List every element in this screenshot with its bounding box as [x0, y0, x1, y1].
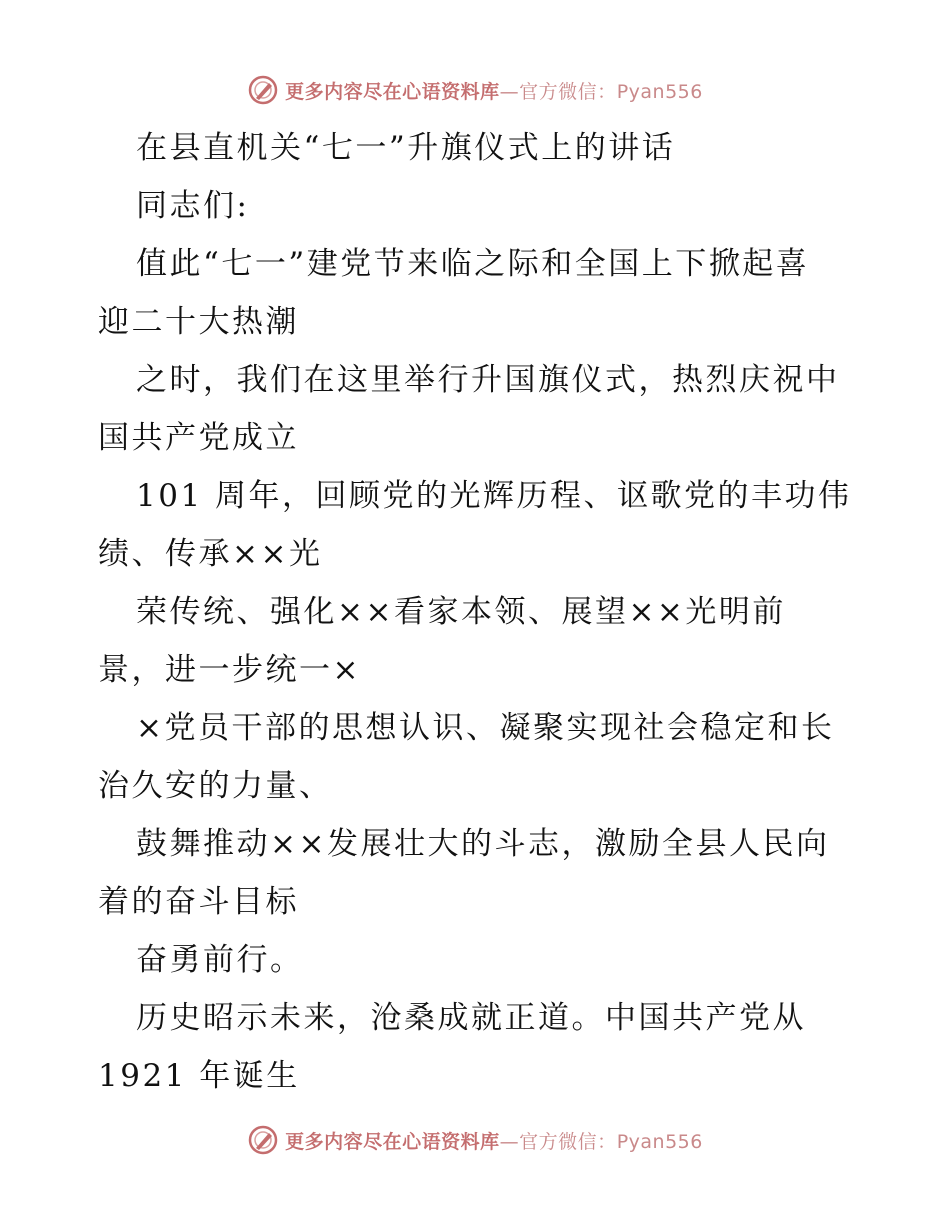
document-title: 在县直机关“七一”升旗仪式上的讲话	[136, 130, 676, 166]
watermark-text	[285, 1127, 703, 1154]
watermark-wechat-id: Pyan556	[616, 1130, 703, 1153]
text-line: 迎二十大热潮	[98, 304, 299, 340]
watermark-brand: 更多内容尽在心语资料库	[285, 1130, 500, 1153]
text-line: 景，进一步统一×	[98, 652, 361, 688]
text-line: ×党员干部的思想认识、凝聚实现社会稳定和长	[136, 710, 835, 746]
text-line: 治久安的力量、	[98, 768, 333, 804]
salutation: 同志们:	[136, 188, 250, 224]
text-line: 绩、传承××光	[98, 536, 323, 572]
text-line: 国共产党成立	[98, 420, 299, 456]
header-watermark	[0, 70, 950, 110]
watermark-dash: —	[499, 1130, 520, 1153]
watermark-wechat-label: 官方微信：	[519, 80, 617, 103]
watermark-wechat-label: 官方微信：	[519, 1130, 617, 1153]
footer-watermark	[0, 1120, 950, 1160]
text-line: 奋勇前行。	[136, 942, 304, 978]
watermark-brand: 更多内容尽在心语资料库	[285, 80, 500, 103]
text-line: 鼓舞推动××发展壮大的斗志，激励全县人民向	[136, 826, 830, 862]
watermark-dash: —	[499, 80, 520, 103]
pen-logo-icon	[247, 74, 279, 106]
text-line: 荣传统、强化××看家本领、展望××光明前	[136, 594, 786, 630]
watermark-wechat-id: Pyan556	[616, 80, 703, 103]
text-line: 历史昭示未来，沧桑成就正道。中国共产党从	[136, 1000, 806, 1036]
text-line: 值此“七一”建党节来临之际和全国上下掀起喜	[136, 246, 810, 282]
watermark-text	[285, 77, 703, 104]
pen-logo-icon	[247, 1124, 279, 1156]
text-line: 1921 年诞生	[98, 1058, 300, 1094]
text-line: 之时，我们在这里举行升国旗仪式，热烈庆祝中	[136, 362, 840, 398]
text-line: 着的奋斗目标	[98, 884, 299, 920]
text-line: 101 周年，回顾党的光辉历程、讴歌党的丰功伟	[136, 478, 852, 514]
